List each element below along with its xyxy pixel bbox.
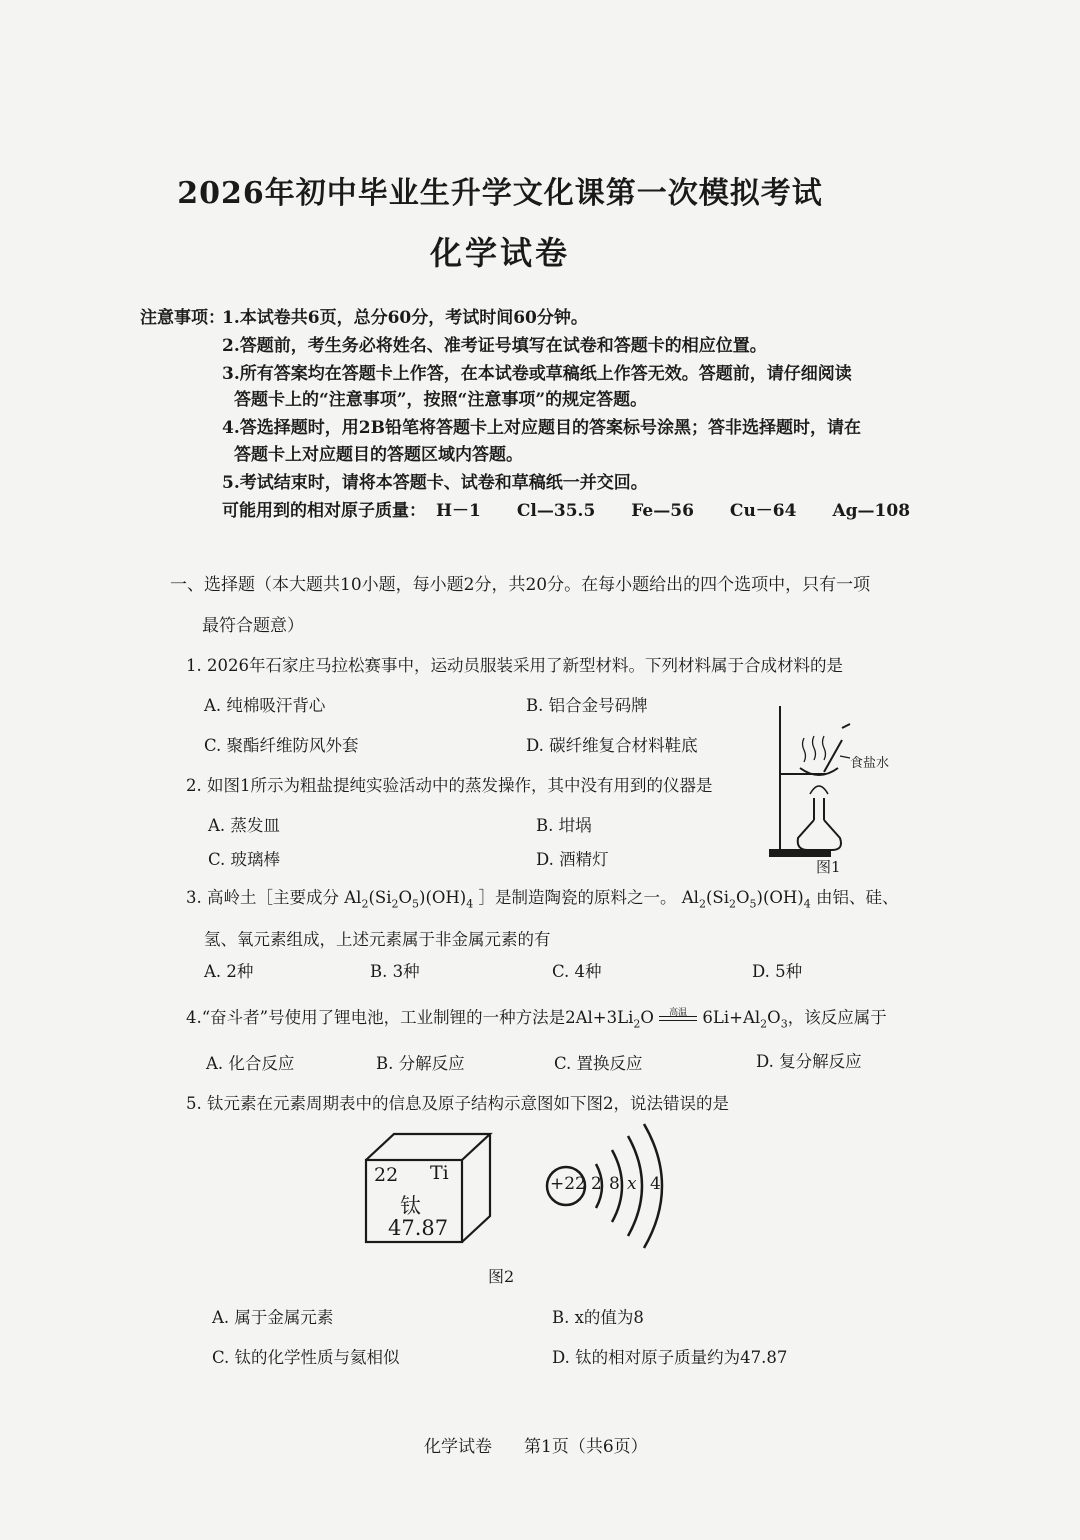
cell-top-face [366, 1134, 490, 1160]
atomic-mass-line [222, 496, 946, 521]
section-heading: 一、选择题（本大题共10小题，每小题2分，共20分。在每小题给出的四个选项中，只有一项 [170, 575, 871, 595]
figure-1-evaporation-apparatus [762, 698, 912, 880]
footer-page-number: 第1页（共6页） [524, 1437, 648, 1457]
element-symbol: Ti [430, 1162, 449, 1184]
figure-1-salt-water-label: 食盐水 [850, 756, 890, 771]
q3-stem-mid: ］是制造陶瓷的原料之一。 [478, 888, 677, 907]
steam-line [823, 736, 826, 760]
q3-stem-pre: 3. 高岭土［主要成分 [186, 888, 339, 907]
q1-option-c: C. 聚酯纤维防风外套 [204, 736, 359, 755]
question-5-stem: 5. 钛元素在元素周期表中的信息及原子结构示意图如下图2，说法错误的是 [186, 1094, 729, 1113]
footer-subject: 化学试卷 [424, 1437, 492, 1457]
question-3-stem-cont: 氢、氧元素组成，上述元素属于非金属元素的有 [204, 930, 551, 949]
question-1-stem: 1. 2026年石家庄马拉松赛事中，运动员服装采用了新型材料。下列材料属于合成材料的是 [186, 656, 843, 675]
figure-2-label: 图2 [488, 1267, 515, 1286]
atomic-mass-label: 可能用到的相对原子质量： [222, 501, 426, 521]
q3-option-a: A. 2种 [204, 962, 254, 981]
q1-option-b: B. 铝合金号码牌 [526, 696, 648, 715]
q1-option-d: D. 碳纤维复合材料鞋底 [526, 736, 698, 755]
figure-1-label: 图1 [816, 858, 841, 876]
notes-label: 注意事项： [140, 308, 225, 328]
lamp-neck [814, 798, 824, 820]
q2-option-c: C. 玻璃棒 [208, 850, 281, 869]
steam-line [813, 736, 816, 760]
q2-option-a: A. 蒸发皿 [208, 816, 280, 835]
shell-2-electrons: 8 [609, 1174, 620, 1194]
q5-option-a: A. 属于金属元素 [212, 1308, 334, 1327]
q2-option-b: B. 坩埚 [536, 816, 592, 835]
glass-rod-top [842, 724, 850, 728]
mass-h: H－1 [436, 501, 481, 521]
q4-option-d: D. 复分解反应 [756, 1052, 862, 1071]
note-item-4-cont: 答题卡上对应题目的答题区域内答题。 [234, 445, 523, 465]
q4-stem-mid: 6Li+Al [702, 1008, 761, 1027]
note-item-3: 3.所有答案均在答题卡上作答，在本试卷或草稿纸上作答无效。答题前，请仔细阅读 [222, 364, 852, 384]
q4-stem-post: ，该反应属于 [787, 1008, 887, 1027]
lamp-flame [810, 786, 828, 794]
question-3-stem: 3. 高岭土［主要成分 $Al_2(Si_2O_5)(OH)_4$ ］是制造陶瓷的原料之一。 $Al_2(Si_2O_5)(OH)_4$ 由铝、硅、 [186, 888, 899, 911]
question-4-stem: 4.“奋斗者”号使用了锂电池，工业制锂的一种方法是$2Al+3Li_2O$ 高温 $6Li+Al_2O_3$，该反应属于 [186, 1004, 887, 1030]
reaction-arrow [659, 1008, 697, 1021]
reaction-condition: 高温 [669, 1008, 688, 1018]
section-heading-cont: 最符合题意） [202, 616, 304, 636]
question-2-stem: 2. 如图1所示为粗盐提纯实验活动中的蒸发操作，其中没有用到的仪器是 [186, 776, 713, 795]
q1-option-a: A. 纯棉吸汗背心 [204, 696, 326, 715]
note-item-3-cont: 答题卡上的“注意事项”，按照“注意事项”的规定答题。 [234, 390, 648, 410]
q2-option-d: D. 酒精灯 [536, 850, 609, 869]
atomic-mass: 47.87 [388, 1216, 449, 1240]
shell-4-electrons: 4 [650, 1174, 661, 1194]
note-item-2: 2.答题前，考生务必将姓名、准考证号填写在试卷和答题卡的相应位置。 [222, 336, 767, 356]
glass-rod [824, 740, 842, 772]
label-pointer [840, 756, 850, 758]
q4-option-b: B. 分解反应 [376, 1054, 465, 1073]
mass-fe: Fe—56 [631, 501, 694, 521]
q3-option-d: D. 5种 [752, 962, 803, 981]
q3-option-c: C. 4种 [552, 962, 602, 981]
mass-cu: Cu－64 [729, 501, 797, 521]
q4-stem-pre: 4.“奋斗者”号使用了锂电池，工业制锂的一种方法是2Al+3Li [186, 1008, 634, 1027]
element-name: 钛 [400, 1194, 421, 1218]
q4-option-a: A. 化合反应 [206, 1054, 295, 1073]
atomic-number: 22 [374, 1164, 399, 1186]
mass-ag: Ag—108 [832, 501, 911, 521]
note-item-5: 5.考试结束时，请将本答题卡、试卷和草稿纸一并交回。 [222, 473, 648, 493]
note-item-1: 1.本试卷共6页，总分60分，考试时间60分钟。 [222, 308, 588, 328]
cell-side-face [462, 1134, 490, 1242]
steam-line [803, 738, 806, 762]
shell-1-electrons: 2 [591, 1174, 602, 1194]
q4-option-c: C. 置换反应 [554, 1054, 643, 1073]
q5-option-d: D. 钛的相对原子质量约为47.87 [552, 1348, 788, 1367]
q5-option-b: B. x的值为8 [552, 1308, 644, 1327]
exam-subtitle: 化学试卷 [429, 234, 570, 272]
q3-stem-post: 由铝、硅、 [816, 888, 899, 907]
exam-title: 2026年初中毕业生升学文化课第一次模拟考试 [177, 176, 823, 211]
note-item-4: 4.答选择题时，用2B铅笔将答题卡上对应题目的答案标号涂黑；答非选择题时，请在 [222, 418, 861, 438]
nucleus-charge: +22 [550, 1174, 586, 1194]
q5-option-c: C. 钛的化学性质与氦相似 [212, 1348, 400, 1367]
alcohol-lamp [798, 820, 841, 850]
mass-cl: Cl—35.5 [516, 501, 596, 521]
q3-option-b: B. 3种 [370, 962, 420, 981]
shell-3-electrons: x [627, 1174, 637, 1194]
